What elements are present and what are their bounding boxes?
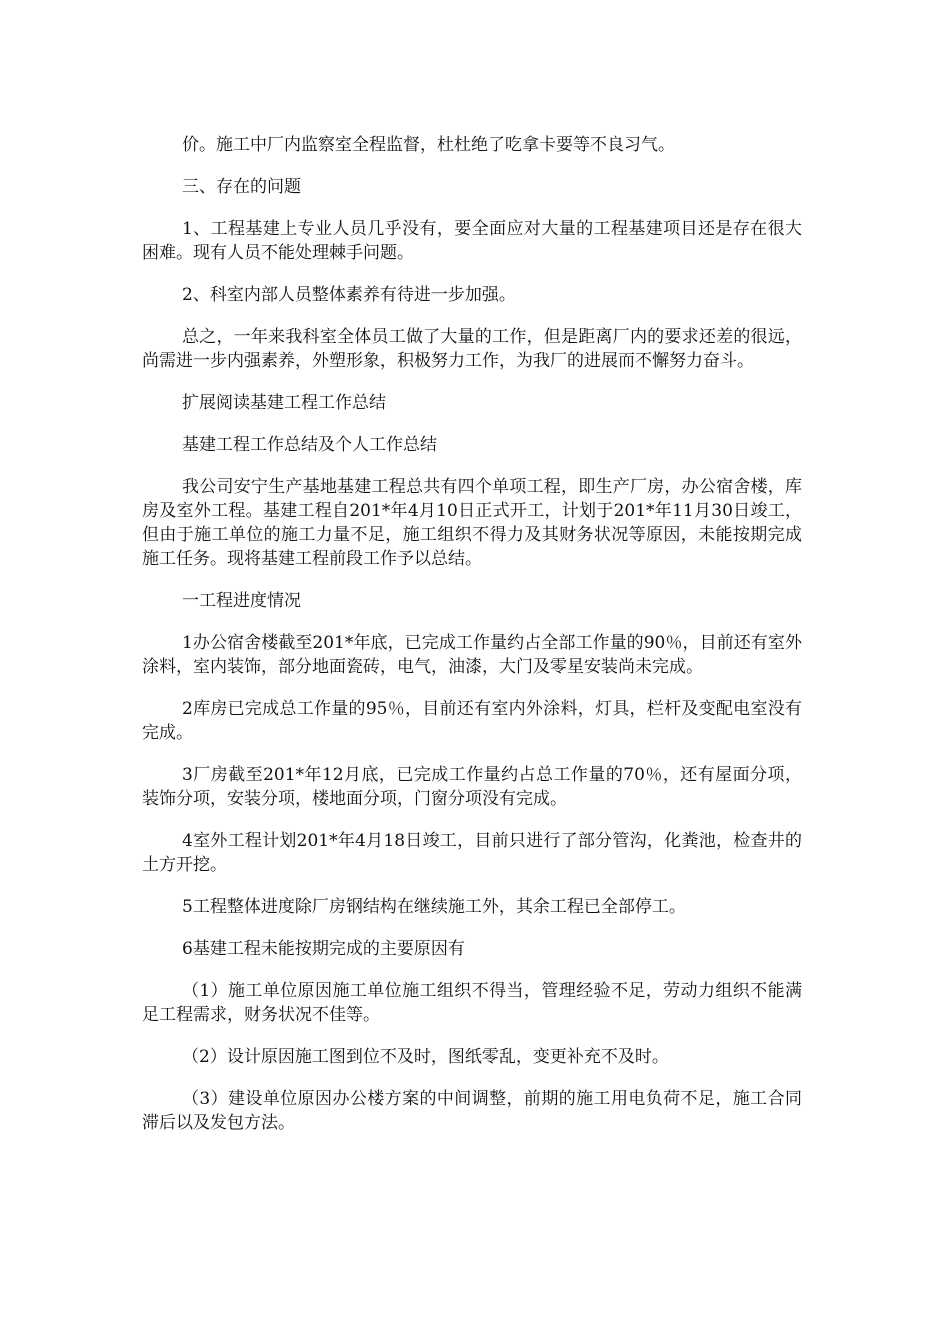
paragraph: 1、工程基建上专业人员几乎没有，要全面应对大量的工程基建项目还是存在很大困难。现有人员不能处理棘手问题。 <box>142 219 802 263</box>
section-heading: 扩展阅读基建工程工作总结 <box>182 393 386 413</box>
paragraph: 2、科室内部人员整体素养有待进一步加强。 <box>182 285 516 305</box>
paragraph: 1办公宿舍楼截至201*年底，已完成工作量约占全部工作量的90％，目前还有室外涂料，室内装饰，部分地面瓷砖，电气，油漆，大门及零星安装尚未完成。 <box>142 633 802 677</box>
paragraph: 我公司安宁生产基地基建工程总共有四个单项工程，即生产厂房，办公宿舍楼，库房及室外工程。基建工程自201*年4月10日正式开工，计划于201*年11月30日竣工，但由于施工单位的施工力量不足，施工组织不得力及其财务状况等原因，未能按期完成施工任务。现将基建工程前段工作予以总结。 <box>142 477 802 569</box>
section-heading: 三、存在的问题 <box>182 177 301 197</box>
paragraph: （1）施工单位原因施工单位施工组织不得当，管理经验不足，劳动力组织不能满足工程需求，财务状况不佳等。 <box>142 981 802 1025</box>
paragraph: 6基建工程未能按期完成的主要原因有 <box>182 939 465 959</box>
paragraph: （2）设计原因施工图到位不及时，图纸零乱，变更补充不及时。 <box>182 1047 669 1067</box>
paragraph: （3）建设单位原因办公楼方案的中间调整，前期的施工用电负荷不足，施工合同滞后以及发包方法。 <box>142 1089 802 1133</box>
paragraph: 价。施工中厂内监察室全程监督，杜杜绝了吃拿卡要等不良习气。 <box>182 135 675 155</box>
paragraph: 总之，一年来我科室全体员工做了大量的工作，但是距离厂内的要求还差的很远，尚需进一步内强素养，外塑形象，积极努力工作，为我厂的进展而不懈努力奋斗。 <box>142 327 802 371</box>
section-heading: 一工程进度情况 <box>182 591 301 611</box>
paragraph: 5工程整体进度除厂房钢结构在继续施工外，其余工程已全部停工。 <box>182 897 686 917</box>
section-heading: 基建工程工作总结及个人工作总结 <box>182 435 437 455</box>
paragraph: 3厂房截至201*年12月底，已完成工作量约占总工作量的70％，还有屋面分项，装饰分项，安装分项，楼地面分项，门窗分项没有完成。 <box>142 765 802 809</box>
paragraph: 2库房已完成总工作量的95％，目前还有室内外涂料，灯具，栏杆及变配电室没有完成。 <box>142 699 802 743</box>
document-body <box>142 133 802 1153</box>
paragraph: 4室外工程计划201*年4月18日竣工，目前只进行了部分管沟，化粪池，检查井的土方开挖。 <box>142 831 802 875</box>
